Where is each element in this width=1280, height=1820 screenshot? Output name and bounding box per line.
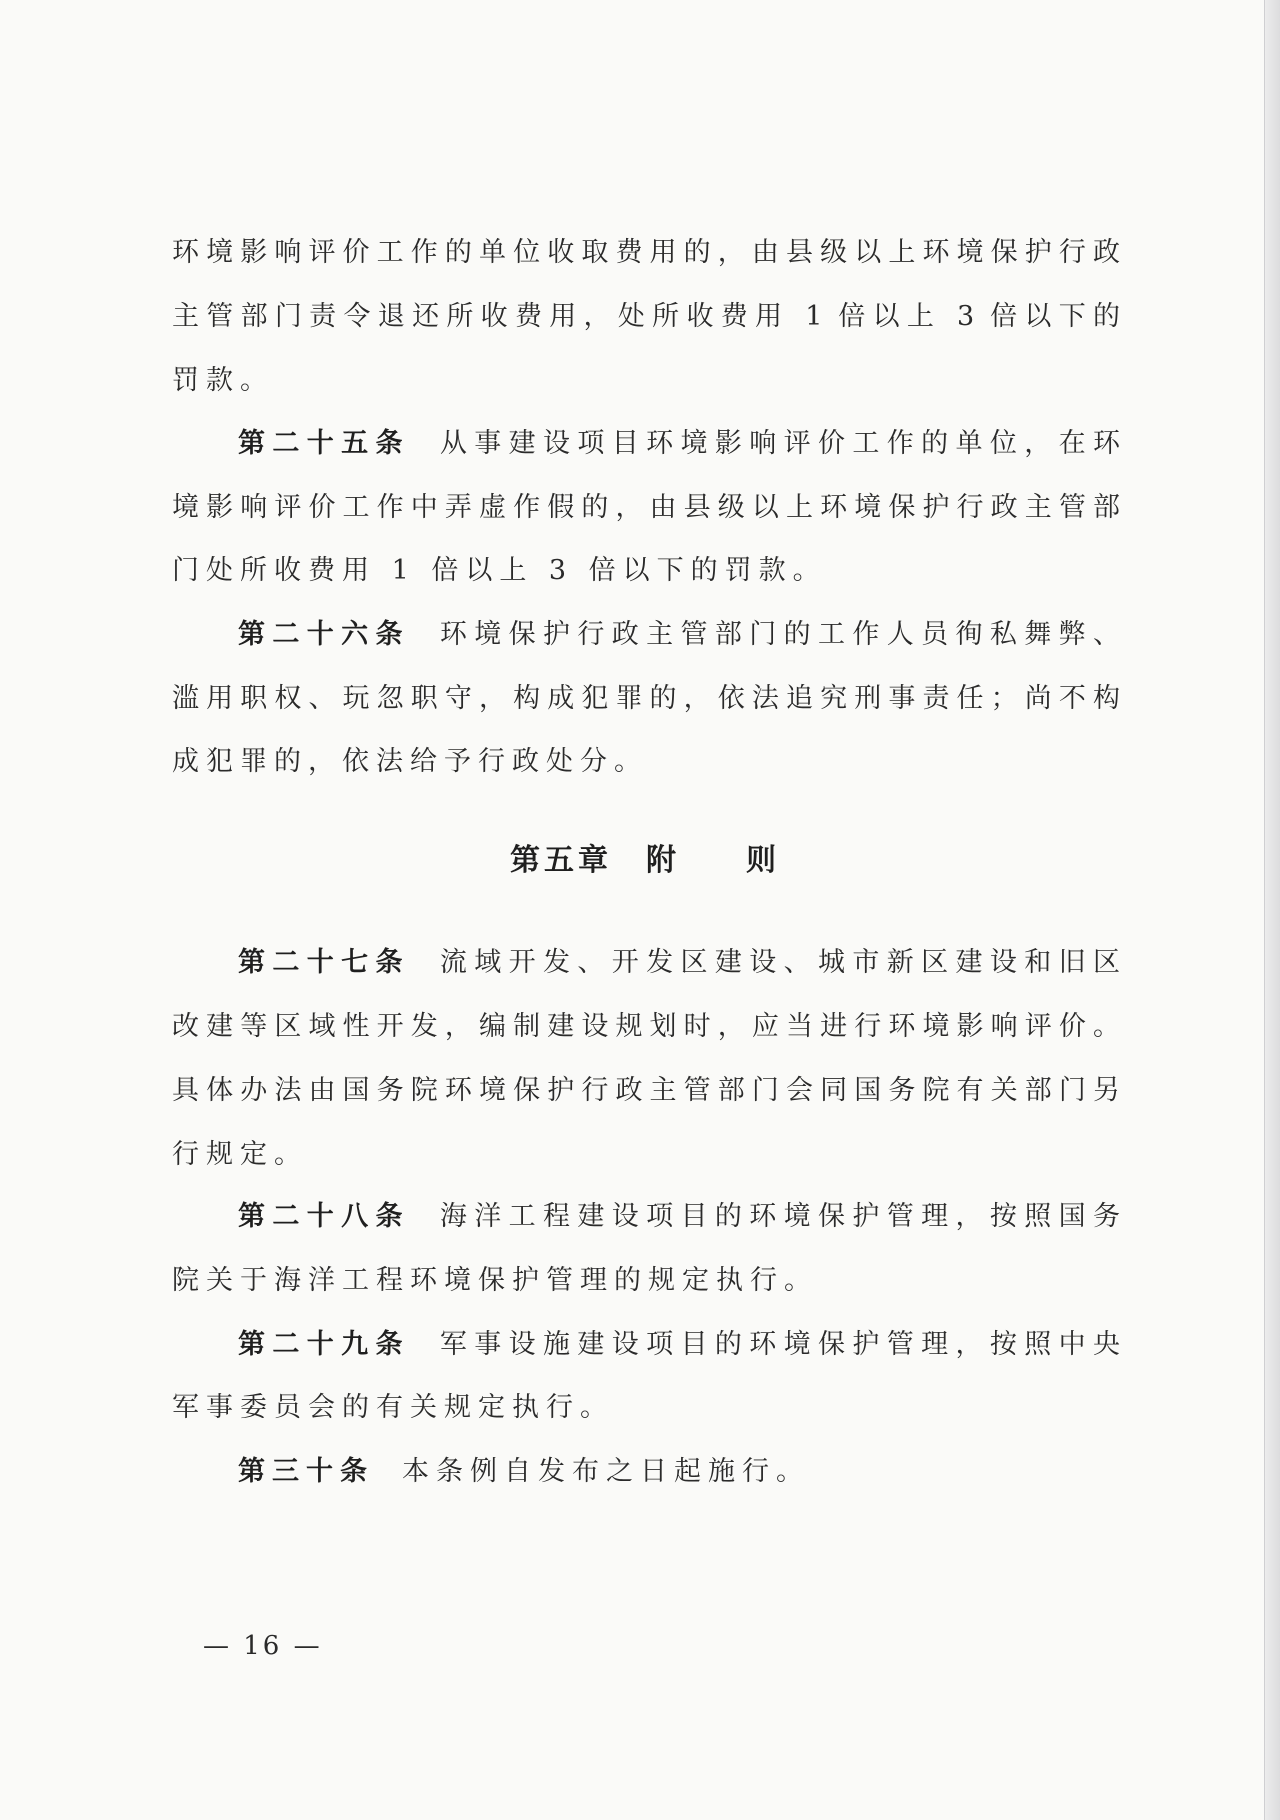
text-segment: 本条例自发布之日起施行。 [402, 1456, 810, 1487]
text-line: 滥用职权、玩忽职守，构成犯罪的，依法追究刑事责任；尚不构 [172, 683, 1120, 714]
chapter-number: 第五章 [510, 843, 612, 878]
text-line: 主管部门责令退还所收费用，处所收费用 1 倍以上 3 倍以下的 [172, 301, 1120, 332]
chapter-title-part: 附 [646, 843, 680, 878]
article-label: 第二十五条 [238, 428, 410, 459]
text-segment: 从事建设项目环境影响评价工作的单位，在环 [439, 428, 1120, 459]
article-label: 第三十条 [238, 1456, 374, 1487]
article-29-first-line [172, 1313, 1120, 1377]
article-label: 第二十七条 [238, 947, 410, 978]
text-line: 军事委员会的有关规定执行。 [172, 1392, 614, 1423]
article-label: 第二十九条 [238, 1329, 410, 1360]
chapter-title-part: 则 [746, 843, 780, 878]
chapter-heading [510, 829, 780, 893]
article-label: 第二十八条 [238, 1201, 410, 1232]
text-line: 行规定。 [172, 1139, 308, 1170]
text-segment: 环境保护行政主管部门的工作人员徇私舞弊、 [439, 619, 1120, 650]
text-line: 境影响评价工作中弄虚作假的，由县级以上环境保护行政主管部 [172, 492, 1120, 523]
article-label: 第二十六条 [238, 619, 410, 650]
article-30-line [172, 1440, 1120, 1504]
text-line: 具体办法由国务院环境保护行政主管部门会同国务院有关部门另 [172, 1075, 1120, 1106]
text-segment: 海洋工程建设项目的环境保护管理，按照国务 [439, 1201, 1120, 1232]
article-25-first-line [172, 412, 1120, 476]
text-segment: 流域开发、开发区建设、城市新区建设和旧区 [439, 947, 1120, 978]
scan-edge-shadow [1264, 0, 1280, 1820]
text-segment: 军事设施建设项目的环境保护管理，按照中央 [439, 1329, 1120, 1360]
text-line: 院关于海洋工程环境保护管理的规定执行。 [172, 1265, 818, 1296]
text-line: 环境影响评价工作的单位收取费用的，由县级以上环境保护行政 [172, 237, 1120, 268]
text-line: 成犯罪的，依法给予行政处分。 [172, 746, 648, 777]
article-26-first-line [172, 603, 1120, 667]
text-line: 改建等区域性开发，编制建设规划时，应当进行环境影响评价。 [172, 1011, 1120, 1042]
text-line: 门处所收费用 1 倍以上 3 倍以下的罚款。 [172, 555, 827, 586]
article-28-first-line [172, 1185, 1120, 1249]
text-line: 罚款。 [172, 365, 274, 396]
article-27-first-line [172, 931, 1120, 995]
page-number: — 16 — [203, 1631, 323, 1661]
